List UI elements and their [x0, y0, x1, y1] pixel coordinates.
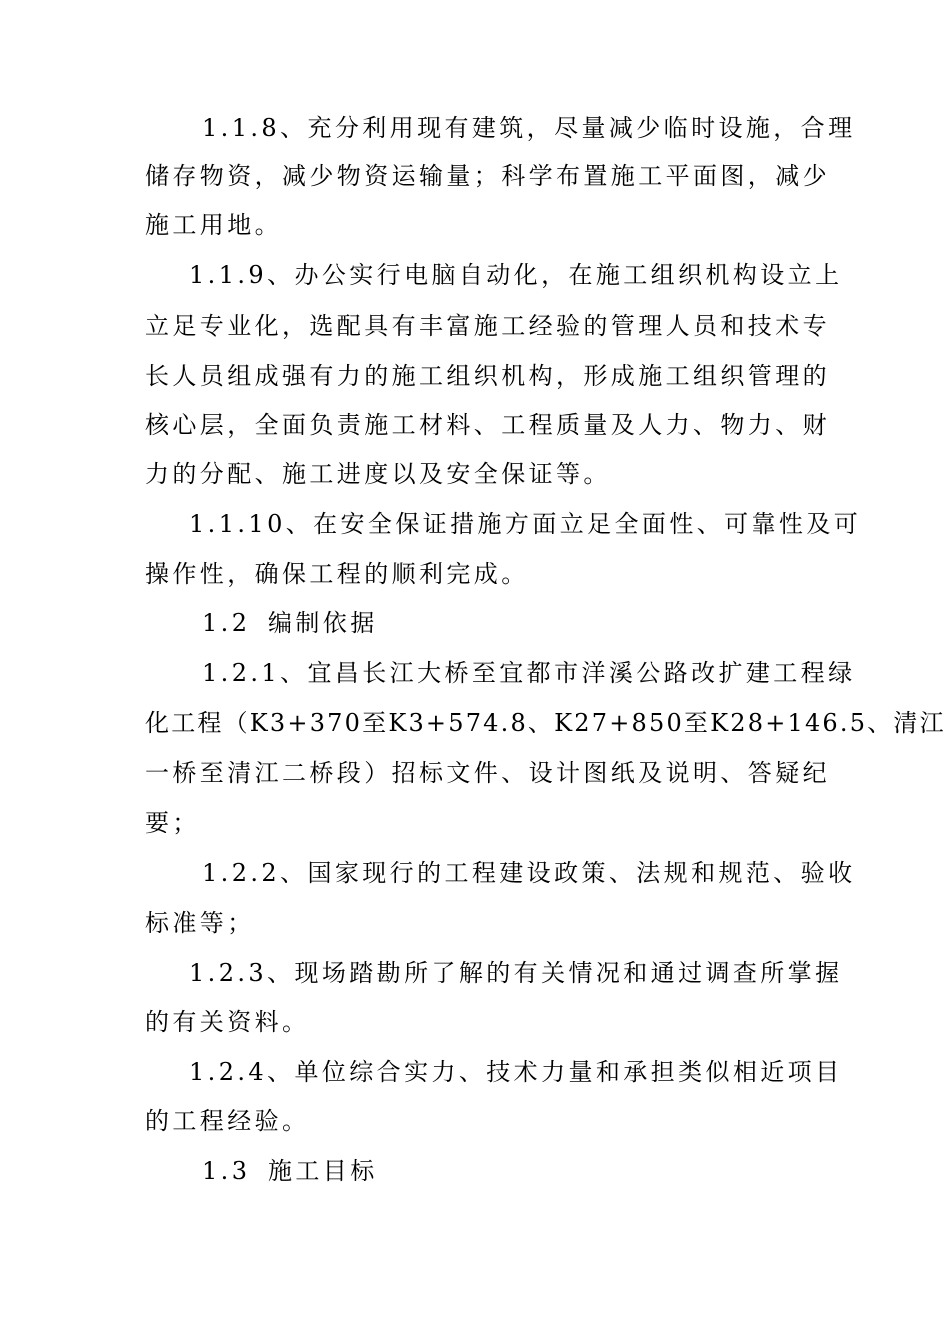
paragraph-1-1-9-line-5: 力的分配、施工进度以及安全保证等。 [145, 460, 611, 488]
paragraph-1-1-10-line-2: 操作性，确保工程的顺利完成。 [145, 560, 529, 588]
paragraph-1-2-1-line-2: 化工程（K3+370至K3+574.8、K27+850至K28+146.5、清江 [145, 709, 946, 737]
section-heading-number: 1.2 [202, 609, 251, 637]
paragraph-1-1-9-line-2: 立足专业化，选配具有丰富施工经验的管理人员和技术专 [145, 312, 830, 340]
paragraph-1-1-9-line-3: 长人员组成强有力的施工组织机构，形成施工组织管理的 [145, 362, 830, 390]
paragraph-1-2-3-line-2: 的有关资料。 [145, 1008, 310, 1036]
section-heading-title: 编制依据 [268, 609, 378, 637]
paragraph-1-1-8-line-1: 1.1.8、充分利用现有建筑，尽量减少临时设施，合理 [202, 114, 856, 142]
paragraph-1-1-8-line-3: 施工用地。 [145, 211, 282, 239]
paragraph-1-2-4-line-1: 1.2.4、单位综合实力、技术力量和承担类似相近项目 [189, 1058, 843, 1086]
paragraph-1-1-9-line-4: 核心层，全面负责施工材料、工程质量及人力、物力、财 [145, 411, 830, 439]
section-heading-number: 1.3 [202, 1157, 251, 1185]
paragraph-1-2-3-line-1: 1.2.3、现场踏勘所了解的有关情况和通过调查所掌握 [189, 959, 843, 987]
paragraph-1-2-4-line-2: 的工程经验。 [145, 1107, 310, 1135]
section-heading-1-3 [202, 1156, 378, 1186]
section-heading-1-2 [202, 608, 378, 638]
paragraph-1-2-1-line-3: 一桥至清江二桥段）招标文件、设计图纸及说明、答疑纪 [145, 759, 830, 787]
paragraph-1-1-10-line-1: 1.1.10、在安全保证措施方面立足全面性、可靠性及可 [189, 510, 862, 538]
paragraph-1-2-1-line-1: 1.2.1、宜昌长江大桥至宜都市洋溪公路改扩建工程绿 [202, 659, 856, 687]
paragraph-1-2-2-line-2: 标准等； [145, 909, 255, 937]
section-heading-title: 施工目标 [268, 1157, 378, 1185]
paragraph-1-2-1-line-4: 要； [145, 809, 200, 837]
paragraph-1-1-8-line-2: 储存物资，减少物资运输量；科学布置施工平面图，减少 [145, 162, 830, 190]
paragraph-1-2-2-line-1: 1.2.2、国家现行的工程建设政策、法规和规范、验收 [202, 859, 856, 887]
paragraph-1-1-9-line-1: 1.1.9、办公实行电脑自动化，在施工组织机构设立上 [189, 261, 843, 289]
